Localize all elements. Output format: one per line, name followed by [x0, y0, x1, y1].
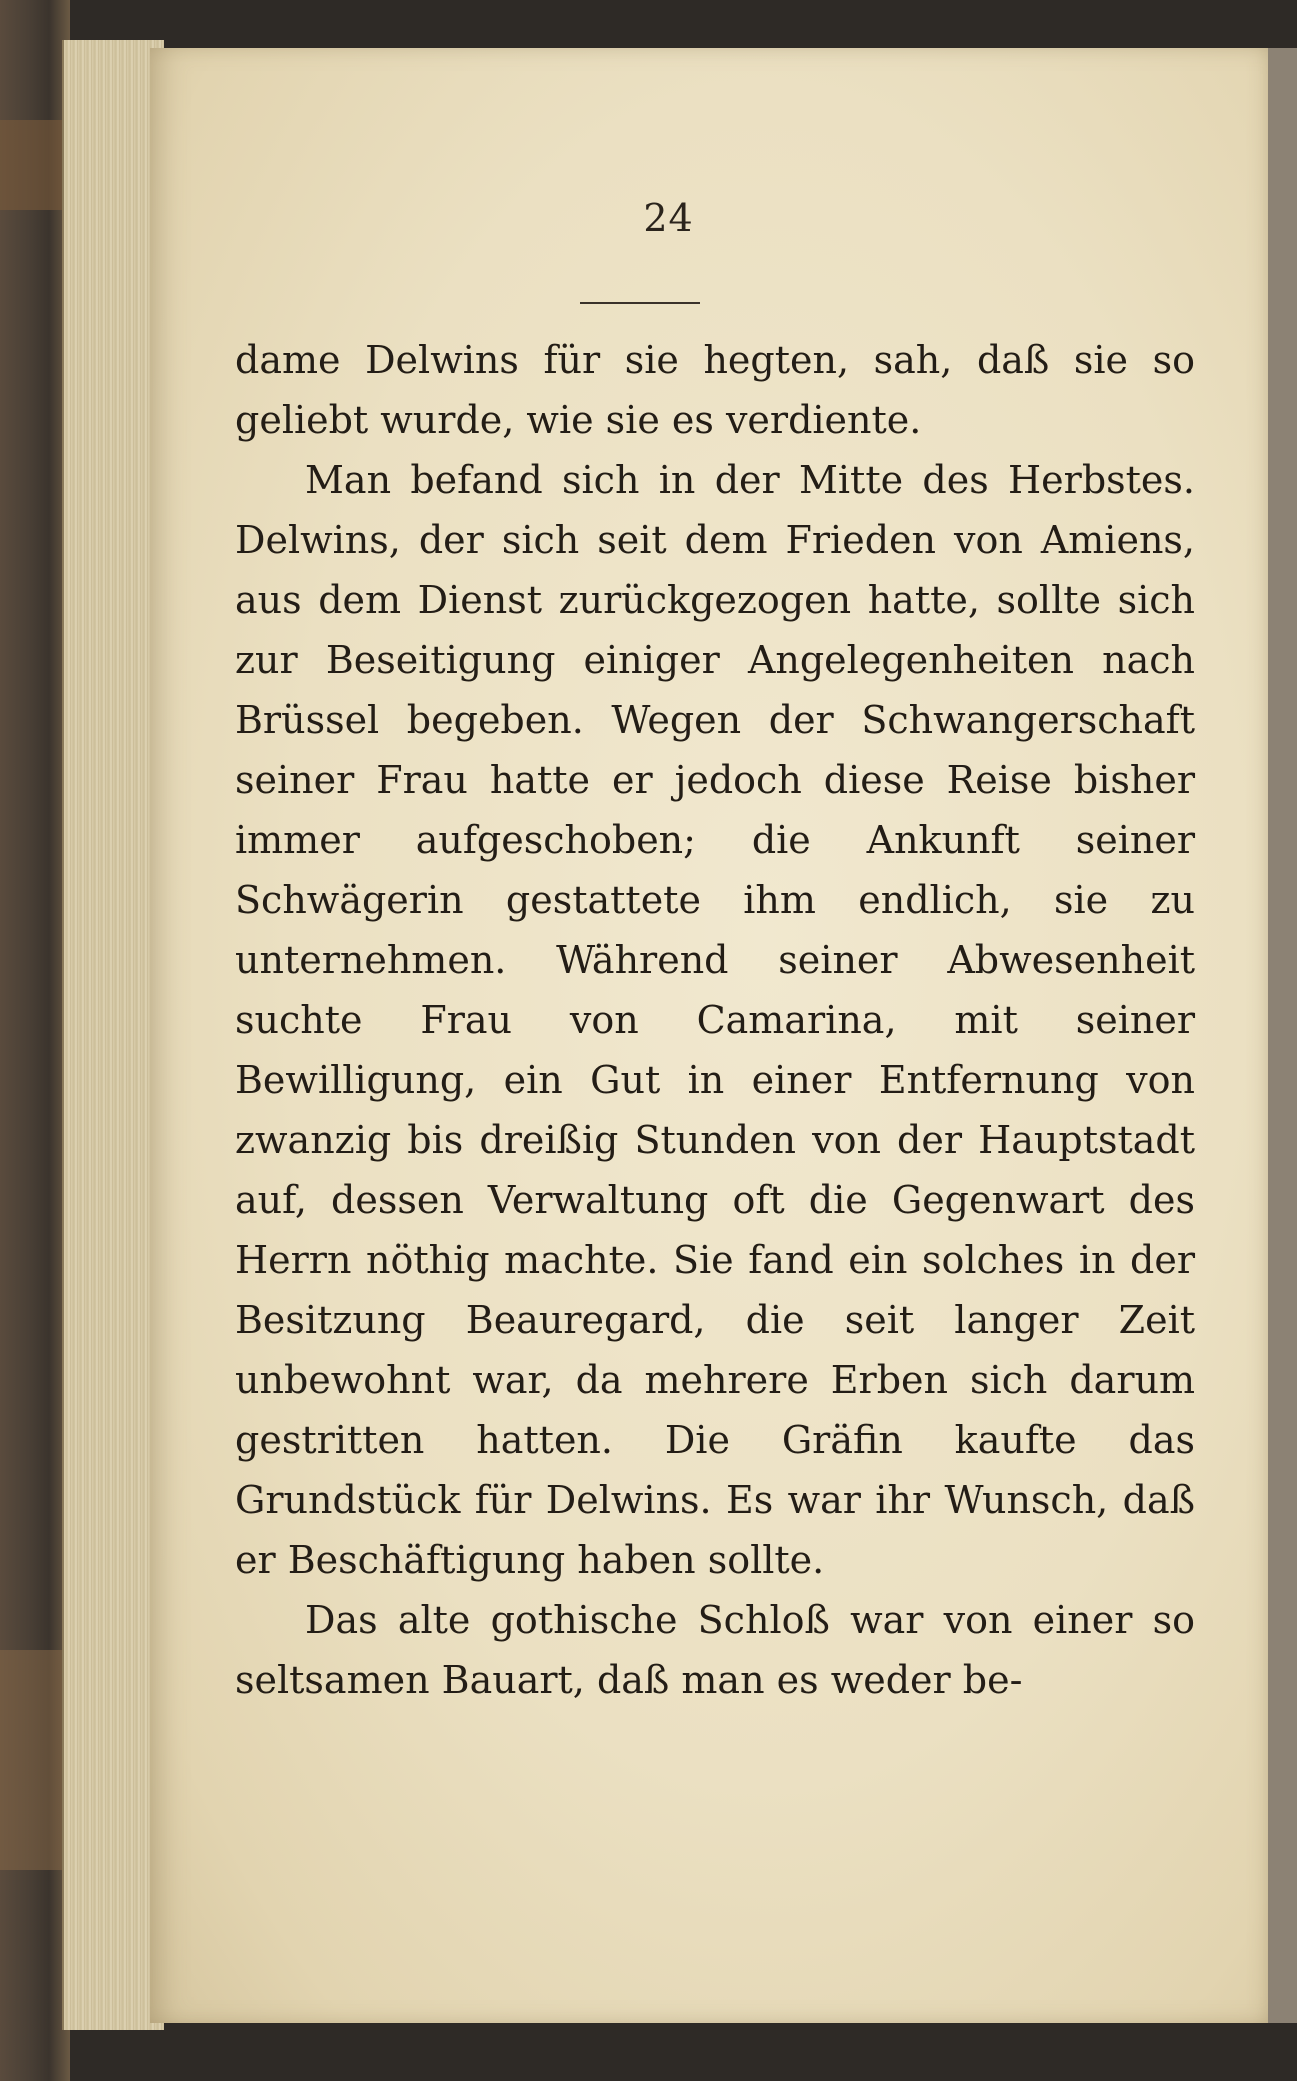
body-text [235, 330, 1195, 1710]
page-number: 24 [643, 196, 694, 240]
page-stack-edges [62, 40, 164, 2030]
book-cover-edge [0, 0, 70, 2081]
background-edge [1267, 48, 1297, 2023]
paragraph: dame Delwins für sie hegten, sah, daß sie so geliebt wurde, wie sie es verdiente. [235, 338, 1195, 442]
cover-wear-mark [0, 1650, 64, 1870]
page-number-rule [580, 302, 700, 304]
paragraph: Das alte gothische Schloß war von einer so seltsamen Bauart, daß man es weder be- [235, 1598, 1195, 1702]
paragraph: Man befand sich in der Mitte des Herbstes. Delwins, der sich seit dem Frieden von Amiens, aus dem Dienst zurückgezogen hatte, sollte sich zur Beseitigung einiger Angelegenheiten nach Brüssel begeben. Wegen der Schwangerschaft seiner Frau hatte er jedoch diese Reise bisher immer aufgeschoben; die Ankunft seiner Schwägerin gestattete ihm endlich, sie zu unternehmen. Während seiner Abwesenheit suchte Frau von Camarina, mit seiner Bewilligung, ein Gut in einer Entfernung von zwanzig bis dreißig Stunden von der Hauptstadt auf, dessen Verwaltung oft die Gegenwart des Herrn nöthig machte. Sie fand ein solches in der Besitzung Beauregard, die seit langer Zeit unbewohnt war, da mehrere Erben sich darum gestritten hatten. Die Gräfin kaufte das Grundstück für Delwins. Es war ihr Wunsch, daß er Beschäftigung haben sollte. [235, 458, 1195, 1582]
